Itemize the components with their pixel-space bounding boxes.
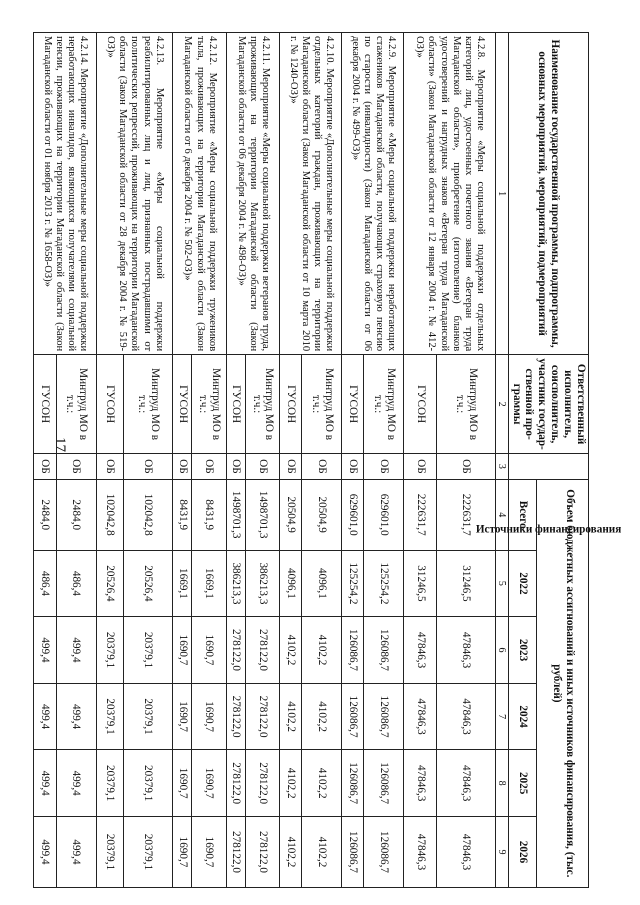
- source-cell: ОБ: [226, 454, 245, 480]
- table-row: [302, 33, 342, 888]
- year-value-cell: 278122,0: [226, 617, 245, 684]
- table-row: [192, 33, 227, 888]
- total-cell: 20504,9: [280, 479, 302, 550]
- year-value-cell: 47846,3: [436, 750, 495, 817]
- year-value-cell: 4096,1: [302, 550, 342, 617]
- total-cell: 629601,0: [364, 479, 404, 550]
- year-value-cell: 499,4: [56, 683, 96, 750]
- year-value-cell: 125254,2: [364, 550, 404, 617]
- measure-name: 4.2.9. Мероприятие «Меры социальной поддержки неработающих стажеников Магаданской области, получающих страховую пенсию по старости (инвалидности) (Закон Магаданской области от 06 декабря 2004 г. № 499-ОЗ)»: [342, 33, 404, 355]
- year-value-cell: 1690,7: [173, 683, 192, 750]
- year-value-cell: 278122,0: [226, 816, 245, 887]
- year-value-cell: 20526,4: [96, 550, 123, 617]
- header-executor: Ответственный исполнитель, соисполнитель, участник государ-ственной про-граммы: [508, 355, 588, 454]
- year-value-cell: 486,4: [34, 550, 56, 617]
- year-value-cell: 1669,1: [173, 550, 192, 617]
- table-row: [245, 33, 280, 888]
- table-row: [436, 33, 495, 888]
- total-cell: 8431,9: [173, 479, 192, 550]
- year-value-cell: 499,4: [34, 816, 56, 887]
- page-number: 17: [52, 437, 68, 452]
- executor-cell: Минтруд МО в т.ч.:: [364, 355, 404, 454]
- year-value-cell: 1690,7: [173, 816, 192, 887]
- measure-name: 4.2.8. Мероприятие «Меры социальной поддержки отдельных категорий лиц, удостоенных почетного звания «Ветеран труда Магаданской области», приобретение (изготовление) бланков удостоверений и нагрудных знаков «Ветеран труда Магаданской области» (Закон Магаданской области от 12 января 2004 г. № 412-ОЗ)»: [404, 33, 495, 355]
- executor-cell: Минтруд МО в т.ч.:: [436, 355, 495, 454]
- year-value-cell: 4102,2: [280, 750, 302, 817]
- source-cell: ОБ: [364, 454, 404, 480]
- measure-name: 4.2.14. Мероприятие «Дополнительные меры социальной поддержки неработающих инвалидов, являющихся получателями социальной пенсии, проживающих на территории Магаданской области (Закон Магаданской области от 01 ноября 2013 г. № 1658-ОЗ)»: [34, 33, 96, 355]
- executor-cell: ГУСОН: [404, 355, 436, 454]
- executor-cell: ГУСОН: [34, 355, 56, 454]
- budget-table: [33, 32, 622, 888]
- year-value-cell: 20379,1: [123, 816, 172, 887]
- year-value-cell: 499,4: [56, 816, 96, 887]
- year-value-cell: 1690,7: [192, 683, 227, 750]
- executor-cell: ГУСОН: [280, 355, 302, 454]
- year-value-cell: 278122,0: [245, 683, 280, 750]
- total-cell: 1498701,3: [245, 479, 280, 550]
- year-value-cell: 499,4: [56, 750, 96, 817]
- executor-cell: ГУСОН: [96, 355, 123, 454]
- table-row: [123, 33, 172, 888]
- year-value-cell: 1690,7: [173, 617, 192, 684]
- total-cell: 222631,7: [436, 479, 495, 550]
- executor-cell: Минтруд МО в т.ч.:: [123, 355, 172, 454]
- total-cell: 629601,0: [342, 479, 364, 550]
- header-year: 2023: [508, 617, 537, 684]
- source-cell: ОБ: [436, 454, 495, 480]
- header-funding: Объем бюджетных ассигнований и иных источников финансирования, (тыс. рублей): [537, 479, 589, 887]
- header-year: 2025: [508, 750, 537, 817]
- year-value-cell: 499,4: [34, 683, 56, 750]
- year-value-cell: 278122,0: [245, 617, 280, 684]
- header-source: Источники финансирования: [508, 454, 588, 480]
- source-cell: ОБ: [404, 454, 436, 480]
- col-index: 3: [495, 454, 508, 480]
- year-value-cell: 499,4: [56, 617, 96, 684]
- year-value-cell: 278122,0: [226, 750, 245, 817]
- header-year: 2022: [508, 550, 537, 617]
- year-value-cell: 4102,2: [302, 683, 342, 750]
- rotated-table-frame: [39, 32, 622, 888]
- year-value-cell: 126086,7: [342, 617, 364, 684]
- col-index: 1: [495, 33, 508, 355]
- total-cell: 1498701,3: [226, 479, 245, 550]
- year-value-cell: 4102,2: [280, 617, 302, 684]
- year-value-cell: 20379,1: [123, 750, 172, 817]
- year-value-cell: 4102,2: [302, 816, 342, 887]
- total-cell: 20504,9: [302, 479, 342, 550]
- year-value-cell: 47846,3: [404, 816, 436, 887]
- year-value-cell: 47846,3: [404, 683, 436, 750]
- year-value-cell: 499,4: [34, 750, 56, 817]
- year-value-cell: 386213,3: [245, 550, 280, 617]
- year-value-cell: 278122,0: [226, 683, 245, 750]
- year-value-cell: 31246,5: [436, 550, 495, 617]
- measure-name: 4.2.10. Мероприятие «Дополнительные меры социальной поддержки отдельных категорий граждан, проживающих на территории Магаданской области (Закон Магаданской области от 10 марта 2010 г. № 1240-ОЗ)»: [280, 33, 342, 355]
- total-cell: 102042,8: [96, 479, 123, 550]
- year-value-cell: 4102,2: [280, 816, 302, 887]
- executor-cell: Минтруд МО в т.ч.:: [302, 355, 342, 454]
- year-value-cell: 47846,3: [404, 617, 436, 684]
- year-value-cell: 20379,1: [96, 750, 123, 817]
- year-value-cell: 1669,1: [192, 550, 227, 617]
- year-value-cell: 126086,7: [364, 617, 404, 684]
- year-value-cell: 126086,7: [342, 816, 364, 887]
- year-value-cell: 1690,7: [192, 750, 227, 817]
- year-value-cell: 20526,4: [123, 550, 172, 617]
- total-cell: 8431,9: [192, 479, 227, 550]
- year-value-cell: 4102,2: [280, 683, 302, 750]
- source-cell: ОБ: [245, 454, 280, 480]
- year-value-cell: 20379,1: [123, 617, 172, 684]
- source-cell: ОБ: [96, 454, 123, 480]
- year-value-cell: 20379,1: [96, 617, 123, 684]
- source-cell: ОБ: [302, 454, 342, 480]
- year-value-cell: 125254,2: [342, 550, 364, 617]
- header-year: 2026: [508, 816, 537, 887]
- year-value-cell: 47846,3: [436, 683, 495, 750]
- year-value-cell: 1690,7: [173, 750, 192, 817]
- executor-cell: ГУСОН: [226, 355, 245, 454]
- total-cell: 102042,8: [123, 479, 172, 550]
- executor-cell: Минтруд МО в т.ч.:: [192, 355, 227, 454]
- header-name: Наименование государственной программы, подпрограммы, основных мероприятий, мероприятий, подмероприятий: [508, 33, 588, 355]
- executor-cell: ГУСОН: [342, 355, 364, 454]
- col-index: 7: [495, 683, 508, 750]
- measure-name: 4.2.11. Мероприятие «Меры социальной поддержки ветеранов труда, проживающих на территории Магаданской области (Закон Магаданской области от 06 декабря 2004 г. № 498-ОЗ)»: [226, 33, 280, 355]
- source-cell: ОБ: [342, 454, 364, 480]
- col-index: 2: [495, 355, 508, 454]
- year-value-cell: 20379,1: [96, 683, 123, 750]
- year-value-cell: 31246,5: [404, 550, 436, 617]
- year-value-cell: 126086,7: [342, 750, 364, 817]
- year-value-cell: 1690,7: [192, 617, 227, 684]
- source-cell: ОБ: [192, 454, 227, 480]
- col-index: 4: [495, 479, 508, 550]
- year-value-cell: 386213,3: [226, 550, 245, 617]
- source-cell: ОБ: [280, 454, 302, 480]
- year-value-cell: 47846,3: [436, 617, 495, 684]
- year-value-cell: 47846,3: [436, 816, 495, 887]
- executor-cell: Минтруд МО в т.ч.:: [56, 355, 96, 454]
- year-value-cell: 278122,0: [245, 816, 280, 887]
- table-row: [56, 33, 96, 888]
- column-index-row: [495, 33, 508, 888]
- source-cell: ОБ: [173, 454, 192, 480]
- total-cell: 2484,0: [56, 479, 96, 550]
- year-value-cell: 4096,1: [280, 550, 302, 617]
- header-year: 2024: [508, 683, 537, 750]
- year-value-cell: 278122,0: [245, 750, 280, 817]
- measure-name: 4.2.13. Мероприятие «Меры социальной поддержки реабилитированных лиц и лиц, признанных пострадавшими от политических репрессий, проживающих на территории Магаданской области (Закон Магаданской области от 28 декабря 2004 г. № 519-ОЗ)»: [96, 33, 173, 355]
- col-index: 8: [495, 750, 508, 817]
- year-value-cell: 126086,7: [342, 683, 364, 750]
- year-value-cell: 1690,7: [192, 816, 227, 887]
- year-value-cell: 486,4: [56, 550, 96, 617]
- executor-cell: ГУСОН: [173, 355, 192, 454]
- source-cell: ОБ: [34, 454, 56, 480]
- year-value-cell: 20379,1: [96, 816, 123, 887]
- year-value-cell: 126086,7: [364, 750, 404, 817]
- col-index: 6: [495, 617, 508, 684]
- year-value-cell: 4102,2: [302, 617, 342, 684]
- year-value-cell: 47846,3: [404, 750, 436, 817]
- total-cell: 2484,0: [34, 479, 56, 550]
- year-value-cell: 20379,1: [123, 683, 172, 750]
- executor-cell: Минтруд МО в т.ч.:: [245, 355, 280, 454]
- col-index: 9: [495, 816, 508, 887]
- source-cell: ОБ: [123, 454, 172, 480]
- col-index: 5: [495, 550, 508, 617]
- header-total: Всего: [508, 479, 537, 550]
- year-value-cell: 126086,7: [364, 683, 404, 750]
- table-row: [364, 33, 404, 888]
- measure-name: 4.2.12. Мероприятие «Меры социальной поддержки тружеников тыла, проживающих на территории Магаданской области (Закон Магаданской области от 6 декабря 2004 г. № 502-ОЗ)»: [173, 33, 227, 355]
- year-value-cell: 499,4: [34, 617, 56, 684]
- source-cell: ОБ: [56, 454, 96, 480]
- total-cell: 222631,7: [404, 479, 436, 550]
- year-value-cell: 126086,7: [364, 816, 404, 887]
- year-value-cell: 4102,2: [302, 750, 342, 817]
